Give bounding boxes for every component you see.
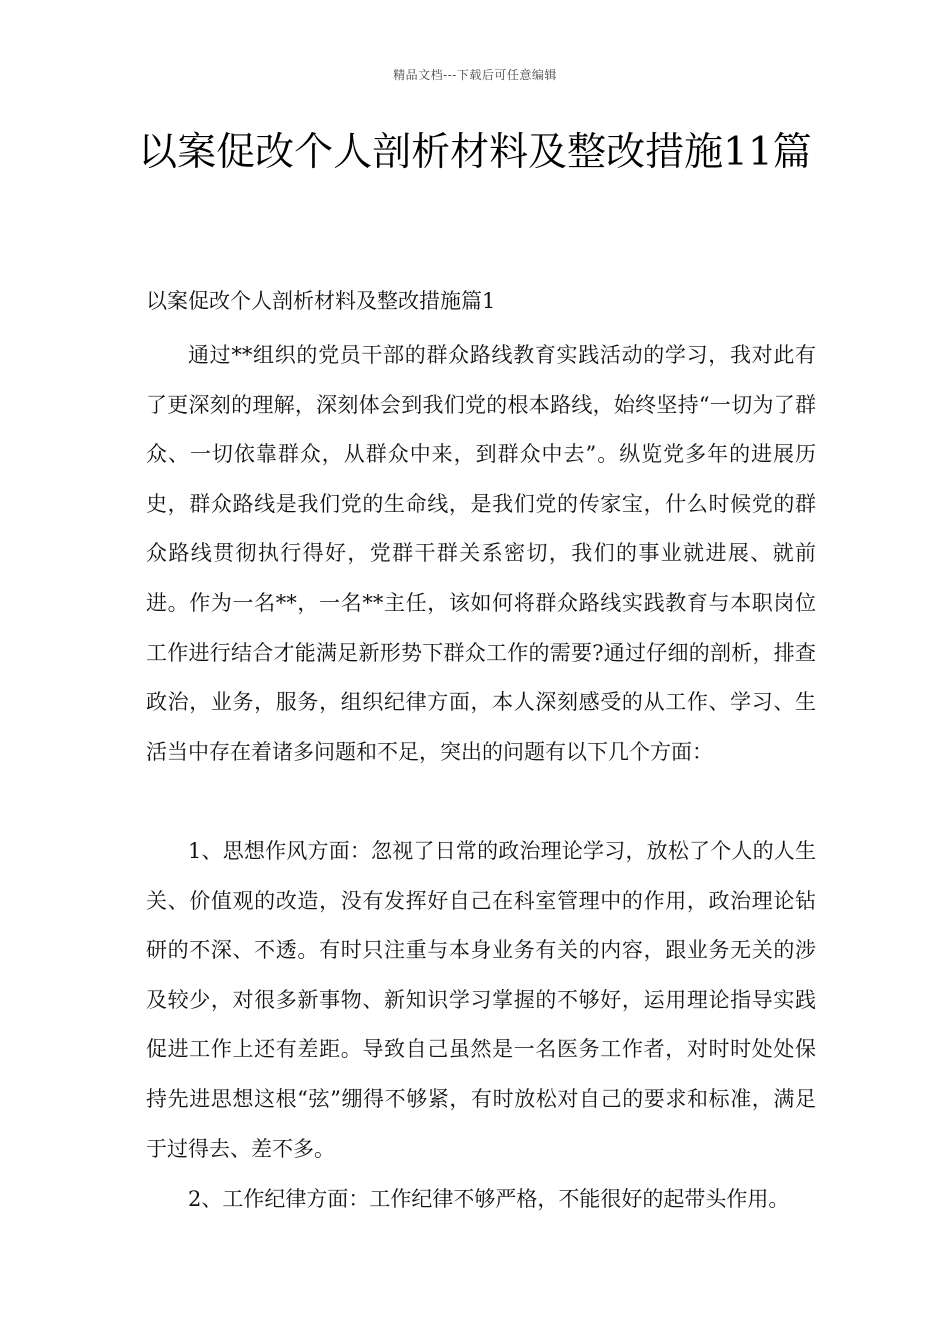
paragraph-text: 1、思想作风方面：忽视了日常的政治理论学习，放松了个人的人生关、价值观的改造，没有发挥好自己在科室管理中的作用，政治理论钻研的不深、不透。有时只注重与本身业务有关的内容，跟业务无关的涉及较少，对很多新事物、新知识学习掌握的不够好，运用理论指导实践促进工作上还有差距。导致自己虽然是一名医务工作者，对时时处处保持先进思想这根“弦”绷得不够紧，有时放松对自己的要求和标准，满足于过得去、差不多。 [146, 839, 816, 1161]
paragraph-text: 2、工作纪律方面：工作纪律不够严格，不能很好的起带头作用。 [188, 1187, 790, 1211]
body-paragraph-1 [146, 331, 816, 777]
document-title: 以案促改个人剖析材料及整改措施11篇 [138, 130, 812, 175]
header-note: 精品文档---下载后可任意编辑 [393, 68, 557, 82]
body-paragraph-2 [146, 827, 816, 1174]
section-heading: 以案促改个人剖析材料及整改措施篇1 [146, 289, 496, 313]
paragraph-text: 通过**组织的党员干部的群众路线教育实践活动的学习，我对此有了更深刻的理解，深刻体会到我们党的根本路线，始终坚持“一切为了群众、一切依靠群众，从群众中来，到群众中去”。纵览党多年的进展历史，群众路线是我们党的生命线，是我们党的传家宝，什么时候党的群众路线贯彻执行得好，党群干群关系密切，我们的事业就进展、就前进。作为一名**，一名**主任，该如何将群众路线实践教育与本职岗位工作进行结合才能满足新形势下群众工作的需要?通过仔细的剖析，排查政治，业务，服务，组织纪律方面，本人深刻感受的从工作、学习、生活当中存在着诸多问题和不足，突出的问题有以下几个方面： [146, 343, 816, 764]
body-paragraph-3 [146, 1175, 816, 1225]
